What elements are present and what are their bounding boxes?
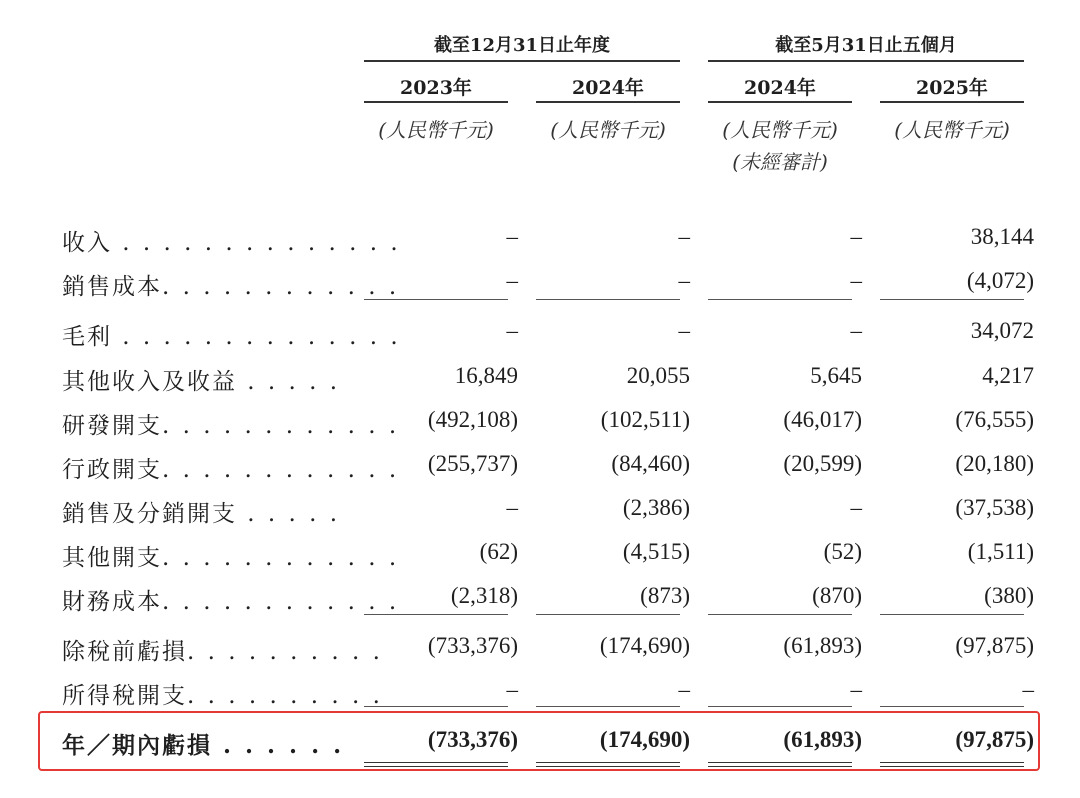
table-cell: (52)	[823, 539, 862, 564]
subtotal-rule	[536, 614, 680, 615]
table-cell: 16,849	[454, 363, 518, 388]
table-cell: (174,690)	[599, 727, 690, 752]
subtotal-rule	[364, 299, 508, 300]
table-cell: –	[678, 677, 690, 702]
header-unit-1: (人民幣千元)	[378, 118, 494, 142]
table-cell: (102,511)	[600, 407, 690, 432]
row-leader-dots: . . . . . . . . . . . .	[162, 274, 400, 300]
header-group-five-months: 截至5月31日止五個月	[775, 35, 957, 56]
row-label-text: 研發開支	[62, 413, 162, 439]
header-unit-4: (人民幣千元)	[894, 118, 1010, 142]
row-leader-dots: . . . . . . . . . . . .	[162, 589, 400, 615]
row-leader-dots: . . . . . . . . . . . . . .	[112, 230, 401, 256]
header-year-rule-4	[880, 101, 1024, 103]
row-leader-dots: . . . . .	[237, 369, 341, 395]
table-cell: 20,055	[626, 363, 690, 388]
table-cell: (20,180)	[955, 451, 1034, 476]
header-year-2023: 2023年	[400, 77, 472, 99]
table-cell: (870)	[812, 583, 862, 608]
row-leader-dots: . . . . . . . . . . . .	[162, 545, 400, 571]
table-cell: –	[850, 495, 862, 520]
subtotal-rule	[880, 614, 1024, 615]
table-cell: (2,386)	[622, 495, 690, 520]
header-unit-3: (人民幣千元)	[722, 118, 838, 142]
row-label-text: 其他開支	[62, 545, 162, 571]
header-year-rule-2	[536, 101, 680, 103]
header-year-2025-period: 2025年	[916, 77, 988, 99]
row-label	[62, 677, 383, 710]
table-cell: (174,690)	[599, 633, 690, 658]
header-year-2024-period: 2024年	[744, 77, 816, 99]
table-cell: (380)	[984, 583, 1034, 608]
subtotal-rule	[708, 299, 852, 300]
table-cell: (733,376)	[427, 727, 518, 752]
table-cell: –	[506, 224, 518, 249]
header-group-year-ended: 截至12月31日止年度	[433, 35, 611, 56]
table-cell: (97,875)	[955, 633, 1034, 658]
table-cell: –	[678, 268, 690, 293]
row-label-text: 所得稅開支	[62, 683, 187, 709]
header-year-rule-1	[364, 101, 508, 103]
row-leader-dots: . . . . . .	[212, 732, 345, 759]
table-cell: (255,737)	[427, 451, 518, 476]
loss-for-period-highlight-box	[38, 711, 1040, 771]
row-leader-dots: . . . . . . . . . . . .	[162, 457, 400, 483]
table-cell: (873)	[640, 583, 690, 608]
row-label-text: 收入	[62, 230, 112, 256]
row-label-text: 年／期內虧損	[62, 732, 212, 759]
row-label-text: 銷售及分銷開支	[62, 501, 237, 527]
table-cell: –	[850, 224, 862, 249]
subtotal-rule	[880, 706, 1024, 707]
header-group-rule-2	[708, 60, 1024, 62]
subtotal-rule	[880, 299, 1024, 300]
table-cell: –	[850, 318, 862, 343]
row-leader-dots: . . . . . . . . . . . .	[162, 413, 400, 439]
table-cell: (4,515)	[622, 539, 690, 564]
header-unaudited-note: (未經審計)	[732, 150, 828, 174]
table-cell: (492,108)	[427, 407, 518, 432]
row-label-text: 毛利	[62, 324, 112, 350]
header-year-rule-3	[708, 101, 852, 103]
table-cell: 38,144	[970, 224, 1034, 249]
subtotal-rule	[708, 614, 852, 615]
table-cell: (46,017)	[783, 407, 862, 432]
table-cell: (1,511)	[967, 539, 1034, 564]
table-cell: (733,376)	[427, 633, 518, 658]
row-label	[62, 495, 340, 528]
row-leader-dots: . . . . . . . . . .	[187, 683, 383, 709]
table-cell: (97,875)	[955, 727, 1034, 752]
row-label-text: 行政開支	[62, 457, 162, 483]
header-year-2024: 2024年	[572, 77, 644, 99]
table-cell: (2,318)	[450, 583, 518, 608]
table-cell: –	[506, 495, 518, 520]
table-cell: –	[678, 318, 690, 343]
table-cell: –	[1022, 677, 1034, 702]
table-cell: –	[678, 224, 690, 249]
subtotal-rule	[364, 706, 508, 707]
row-label-text: 其他收入及收益	[62, 369, 237, 395]
row-leader-dots: . . . . . . . . . .	[187, 639, 383, 665]
row-label-text: 銷售成本	[62, 274, 162, 300]
row-label-text: 除稅前虧損	[62, 639, 187, 665]
subtotal-rule	[536, 706, 680, 707]
table-cell: 4,217	[982, 363, 1034, 388]
row-label	[62, 363, 340, 396]
header-unit-2: (人民幣千元)	[550, 118, 666, 142]
row-leader-dots: . . . . .	[237, 501, 341, 527]
subtotal-rule	[708, 706, 852, 707]
table-cell: –	[850, 677, 862, 702]
table-cell: (84,460)	[611, 451, 690, 476]
table-cell: –	[506, 268, 518, 293]
table-cell: (4,072)	[966, 268, 1034, 293]
table-cell: (62)	[479, 539, 518, 564]
table-cell: (37,538)	[955, 495, 1034, 520]
subtotal-rule	[536, 299, 680, 300]
table-cell: –	[506, 677, 518, 702]
row-label	[62, 633, 383, 666]
row-leader-dots: . . . . . . . . . . . . . .	[112, 324, 401, 350]
header-group-rule-1	[364, 60, 680, 62]
row-label-text: 財務成本	[62, 589, 162, 615]
table-cell: –	[850, 268, 862, 293]
subtotal-rule	[364, 614, 508, 615]
table-cell: (20,599)	[783, 451, 862, 476]
table-cell: 34,072	[970, 318, 1034, 343]
table-cell: (61,893)	[783, 633, 862, 658]
table-cell: (61,893)	[783, 727, 862, 752]
table-cell: –	[506, 318, 518, 343]
table-cell: 5,645	[810, 363, 862, 388]
table-cell: (76,555)	[955, 407, 1034, 432]
